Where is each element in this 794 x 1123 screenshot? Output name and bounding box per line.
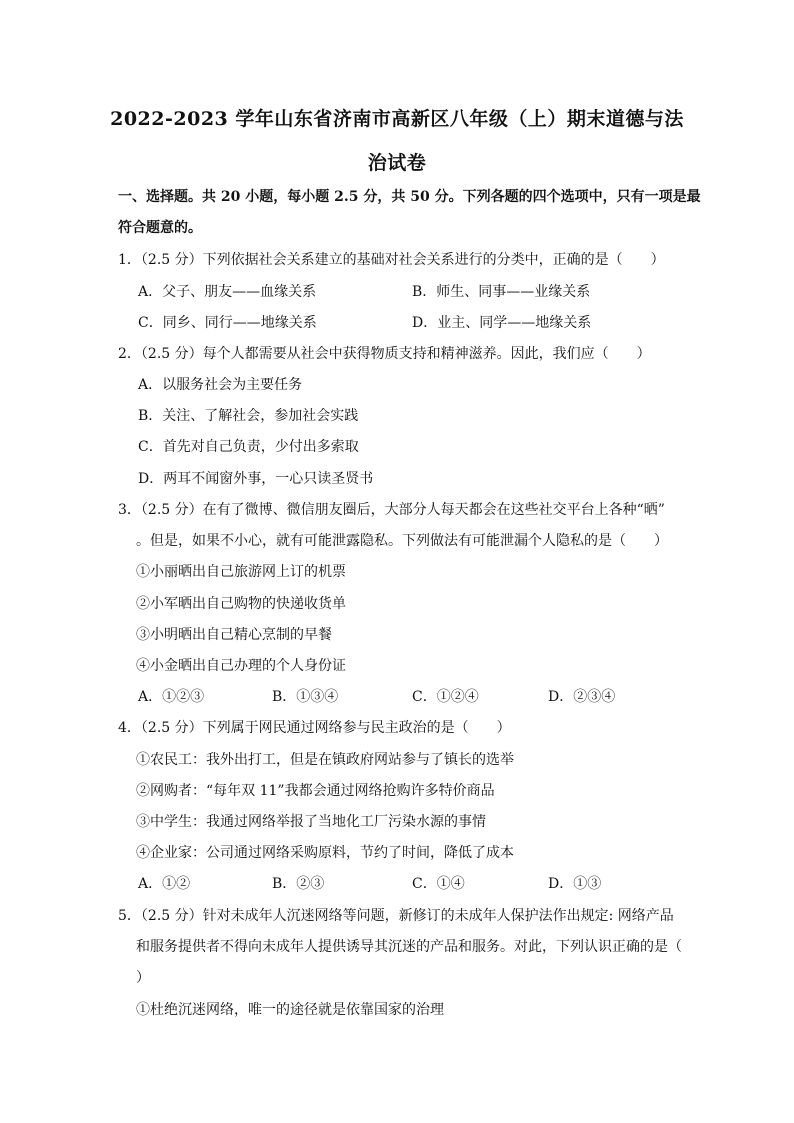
question-4-statement-3: ③中学生：我通过网络举报了当地化工厂污染水源的事情 (136, 814, 486, 830)
question-1-option-c: C．同乡、同行——地缘关系 (138, 315, 317, 331)
question-4-option-d: D．①③ (548, 876, 602, 892)
exam-title-line-2: 治试卷 (367, 152, 427, 174)
question-3-stem-line-2: 。但是，如果不小心，就有可能泄露隐私。下列做法有可能泄漏个人隐私的是（ ） (136, 533, 668, 549)
question-2-option-a: A．以服务社会为主要任务 (138, 377, 303, 393)
question-2-option-c: C．首先对自己负责，少付出多索取 (138, 439, 359, 455)
question-5-stem-line-3: ） (136, 970, 150, 986)
question-4-option-b: B．②③ (272, 876, 325, 892)
question-3-option-a: A．①②③ (138, 689, 205, 705)
section-heading-line-1: 一、选择题。共 20 小题，每小题 2.5 分，共 50 分。下列各题的四个选项中，只有一项是最 (118, 189, 701, 205)
question-5-statement-1: ①杜绝沉迷网络，唯一的途径就是依靠国家的治理 (136, 1002, 444, 1018)
question-1-option-a: A．父子、朋友——血缘关系 (138, 284, 317, 300)
question-3-statement-3: ③小明晒出自己精心烹制的早餐 (136, 627, 332, 643)
question-3-option-c: C．①②④ (412, 689, 479, 705)
question-3-option-d: D．②③④ (548, 689, 616, 705)
question-3-statement-1: ①小丽晒出自己旅游网上订的机票 (136, 564, 346, 580)
section-heading-line-2: 符合题意的。 (118, 220, 202, 236)
question-4-statement-2: ②网购者：“每年双 11”我都会通过网络抢购许多特价商品 (136, 783, 495, 799)
question-3-statement-2: ②小军晒出自己购物的快递收货单 (136, 596, 346, 612)
question-1-option-b: B．师生、同事——业缘关系 (412, 284, 591, 300)
question-4-statement-4: ④企业家：公司通过网络采购原料，节约了时间，降低了成本 (136, 845, 514, 861)
question-3-stem-line-1: 3．（2.5 分）在有了微博、微信朋友圈后，大部分人每天都会在这些社交平台上各种“晒” (118, 502, 665, 518)
question-4-option-a: A．①② (138, 876, 191, 892)
question-3-option-b: B．①③④ (272, 689, 339, 705)
question-2-option-d: D．两耳不闻窗外事，一心只读圣贤书 (138, 471, 374, 487)
exam-title-line-1: 2022-2023 学年山东省济南市高新区八年级（上）期末道德与法 (110, 108, 684, 130)
question-4-statement-1: ①农民工：我外出打工，但是在镇政府网站参与了镇长的选举 (136, 752, 514, 768)
question-5-stem-line-1: 5．（2.5 分）针对未成年人沉迷网络等问题，新修订的未成年人保护法作出规定: 网络产品 (118, 908, 674, 924)
question-2-option-b: B．关注、了解社会，参加社会实践 (138, 408, 359, 424)
question-4-option-c: C．①④ (412, 876, 465, 892)
question-5-stem-line-2: 和服务提供者不得向未成年人提供诱导其沉迷的产品和服务。对此，下列认识正确的是（ (136, 939, 682, 955)
question-1-option-d: D．业主、同学——地缘关系 (412, 315, 592, 331)
question-1-stem: 1．（2.5 分）下列依据社会关系建立的基础对社会关系进行的分类中，正确的是（ ） (118, 252, 665, 268)
question-2-stem: 2．（2.5 分）每个人都需要从社会中获得物质支持和精神滋养。因此，我们应（ ） (118, 346, 651, 362)
question-3-statement-4: ④小金晒出自己办理的个人身份证 (136, 658, 346, 674)
question-4-stem: 4．（2.5 分）下列属于网民通过网络参与民主政治的是（ ） (118, 720, 511, 736)
